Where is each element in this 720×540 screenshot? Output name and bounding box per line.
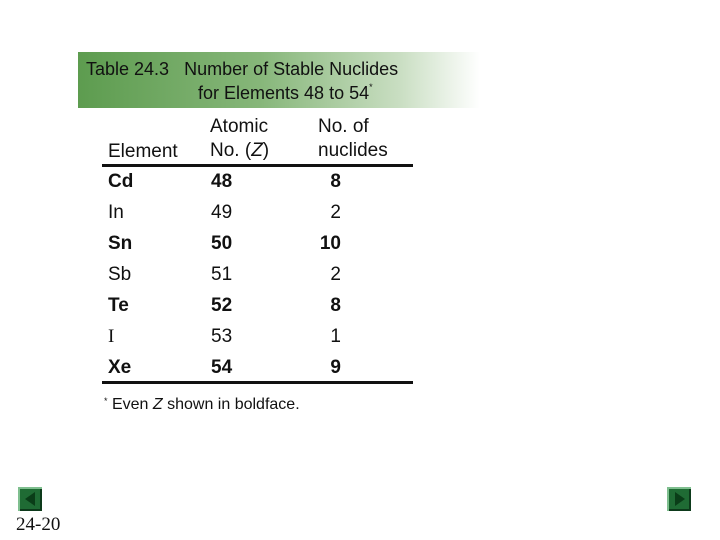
- triangle-right-icon: [675, 492, 685, 506]
- element-cell: I: [108, 326, 115, 347]
- table-footnote: * Even Z shown in boldface.: [104, 396, 300, 413]
- table-bottom-rule: [102, 381, 413, 384]
- table-row: [0, 197, 720, 228]
- table-title: Table 24.3 Number of Stable Nuclides: [86, 59, 399, 79]
- title-footnote-marker: *: [369, 82, 373, 92]
- header-element: Element: [108, 141, 178, 162]
- triangle-left-icon: [25, 492, 35, 506]
- element-cell: Sn: [108, 233, 133, 254]
- table-subtitle: for Elements 48 to 54*: [198, 82, 373, 103]
- nuclide-count-cell: 1: [330, 326, 341, 347]
- table-row: [0, 228, 720, 259]
- page-number: 24-20: [16, 514, 61, 535]
- element-cell: Xe: [108, 357, 132, 378]
- element-cell: Sb: [108, 264, 132, 285]
- atomic-number-cell: 50: [211, 233, 233, 254]
- nuclide-count-cell: 10: [319, 233, 341, 254]
- atomic-number-cell: 53: [211, 326, 233, 347]
- nuclide-count-cell: 9: [330, 357, 341, 378]
- atomic-number-cell: 54: [211, 357, 233, 378]
- table-row: [0, 352, 720, 383]
- nuclide-count-cell: 8: [330, 171, 341, 192]
- table-row: [0, 259, 720, 290]
- next-slide-button[interactable]: [667, 487, 691, 511]
- nuclide-count-cell: 2: [330, 264, 341, 285]
- table-row: [0, 290, 720, 321]
- atomic-number-cell: 51: [211, 264, 233, 285]
- header-nuclide-count: No. of nuclides: [318, 116, 388, 161]
- atomic-number-cell: 49: [211, 202, 233, 223]
- header-atomic-number: Atomic No. (Z): [210, 116, 270, 161]
- element-cell: In: [108, 202, 124, 223]
- table-row: [0, 166, 720, 197]
- atomic-number-cell: 52: [211, 295, 233, 316]
- atomic-number-cell: 48: [211, 171, 233, 192]
- footnote-marker: *: [104, 396, 108, 406]
- element-cell: Cd: [108, 171, 134, 192]
- nuclide-count-cell: 2: [330, 202, 341, 223]
- previous-slide-button[interactable]: [18, 487, 42, 511]
- element-cell: Te: [108, 295, 129, 316]
- table-row: [0, 321, 720, 352]
- nuclide-count-cell: 8: [330, 295, 341, 316]
